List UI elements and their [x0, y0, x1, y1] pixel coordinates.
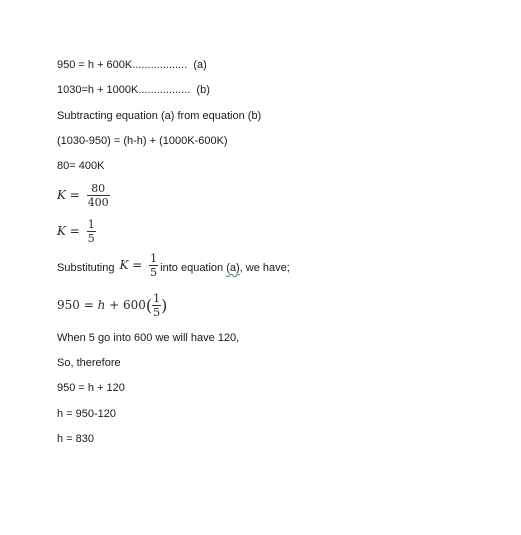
k-variable: K [57, 224, 66, 238]
substituted-equation [57, 292, 167, 319]
into-equation-text: into equation [160, 262, 227, 274]
fraction-80-400 [87, 182, 110, 209]
subtraction-equation: (1030-950) = (h-h) + (1000K-600K) [57, 135, 228, 147]
substitution-line [57, 252, 290, 279]
h-final-answer: h = 830 [57, 433, 95, 445]
fraction-denominator: 5 [153, 306, 161, 319]
open-paren: ( [145, 296, 153, 315]
fraction-denominator: 400 [87, 196, 109, 209]
plus-600: + 600 [105, 298, 146, 312]
result-equation: 80= 400K [57, 160, 105, 172]
fraction-1-5 [152, 292, 161, 319]
k-variable: K [57, 188, 66, 202]
fraction-numerator: 1 [87, 218, 95, 231]
equation-950-h-120: 950 = h + 120 [57, 382, 125, 394]
k-equals-1-over-5 [57, 218, 96, 245]
fraction-denominator: 5 [87, 232, 95, 245]
we-have-text: , we have; [239, 262, 290, 274]
h-expression: h = 950-120 [57, 408, 117, 420]
equals-sign: = [69, 224, 80, 238]
k-variable: K [119, 258, 129, 272]
substituting-label: Substituting [57, 262, 115, 274]
close-paren: ) [161, 296, 168, 315]
fraction-numerator: 80 [87, 182, 110, 196]
fraction-1-5 [149, 252, 158, 279]
so-therefore-line: So, therefore [57, 357, 121, 369]
equation-a: 950 = h + 600K.................. (a) [57, 59, 207, 71]
equals-sign: = [69, 188, 80, 202]
inline-k-fraction [119, 252, 158, 279]
fraction-1-5 [87, 218, 96, 245]
fraction-denominator: 5 [150, 266, 158, 279]
equation-a-ref: (a) [226, 262, 240, 274]
subtract-instruction: Subtracting equation (a) from equation (b) [57, 110, 262, 122]
k-equals-80-over-400 [57, 182, 110, 209]
fraction-numerator: 1 [153, 292, 161, 305]
lhs-950: 950 = [57, 298, 98, 312]
five-into-600-line: When 5 go into 600 we will have 120, [57, 332, 240, 344]
h-variable: h [97, 298, 106, 312]
fraction-numerator: 1 [150, 252, 158, 265]
equals-sign: = [132, 258, 143, 272]
equation-b: 1030=h + 1000K................. (b) [57, 84, 210, 96]
